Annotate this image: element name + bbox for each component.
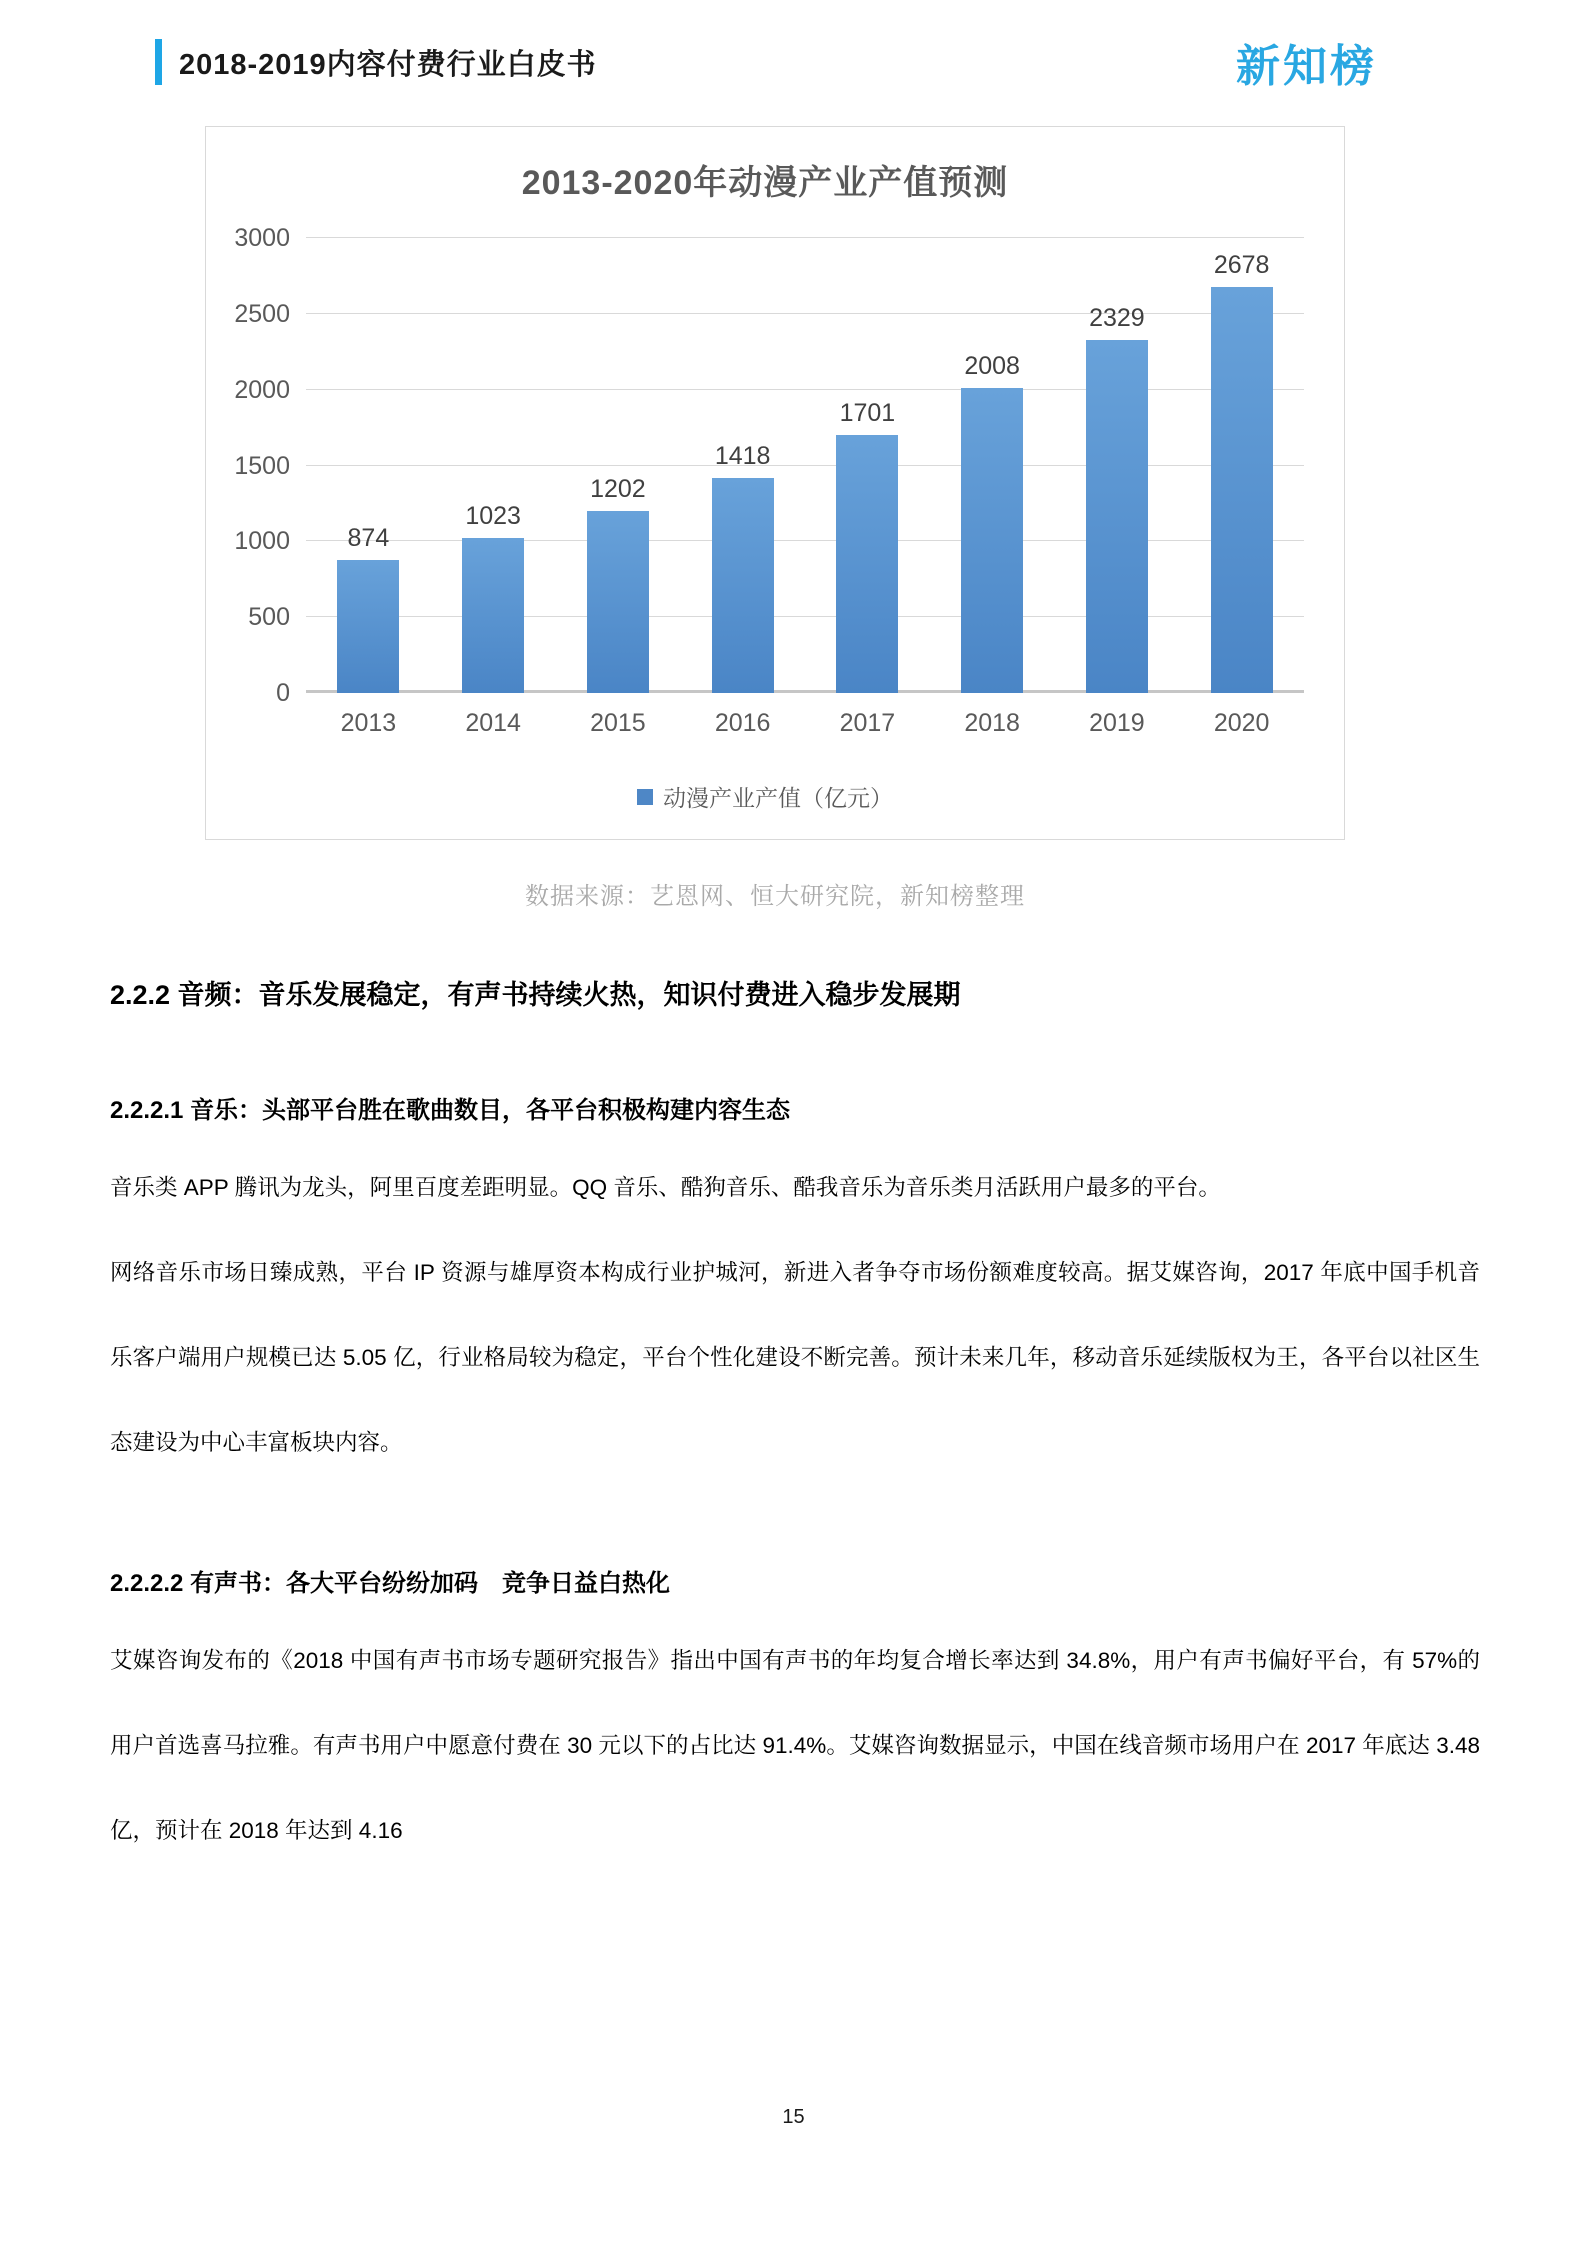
- bar-2013: [337, 560, 399, 693]
- document-title: 2018-2019内容付费行业白皮书: [179, 48, 597, 81]
- bar-group: [930, 238, 1055, 693]
- y-axis-tick-label: 500: [248, 603, 290, 632]
- chart-x-axis: [306, 709, 1304, 738]
- bar-value-label: 1023: [465, 501, 521, 530]
- chart-plot-area: [306, 238, 1304, 693]
- bar-2014: [462, 538, 524, 693]
- bar-group: [556, 238, 681, 693]
- bar-group: [680, 238, 805, 693]
- x-axis-tick-label: 2014: [465, 709, 521, 737]
- paragraph: 艾媒咨询发布的《2018 中国有声书市场专题研究报告》指出中国有声书的年均复合增长率达到 34.8%，用户有声书偏好平台，有 57%的用户首选喜马拉雅。有声书用户中愿意付费在 30 元以下的占比达 91.4%。艾媒咨询数据显示，中国在线音频市场用户在 2017 年底达 3.48 亿，预计在 2018 年达到 4.16: [110, 1648, 1480, 1843]
- paragraph: 网络音乐市场日臻成熟，平台 IP 资源与雄厚资本构成行业护城河，新进入者争夺市场份额难度较高。据艾媒咨询，2017 年底中国手机音乐客户端用户规模已达 5.05 亿，行业格局较为稳定，平台个性化建设不断完善。预计未来几年，移动音乐延续版权为王，各平台以社区生态建设为中心丰富板块内容。: [110, 1260, 1480, 1455]
- x-axis-tick-label: 2017: [839, 709, 896, 737]
- data-source-note: 数据来源：艺恩网、恒大研究院，新知榜整理: [525, 883, 1025, 910]
- y-axis-tick-label: 0: [276, 679, 290, 707]
- chart-plot-wrap: [306, 238, 1304, 738]
- header-title-group: [155, 39, 597, 85]
- bar-value-label: 2008: [964, 352, 1020, 381]
- bar-2017: [836, 435, 898, 693]
- bar-value-label: 1202: [590, 474, 646, 503]
- x-axis-tick-label: 2013: [340, 709, 397, 737]
- legend-swatch-icon: [637, 789, 653, 805]
- page-header: [0, 0, 1587, 94]
- bar-group: [805, 238, 930, 693]
- chart-bars: [306, 238, 1304, 693]
- chart-y-axis: [226, 224, 306, 707]
- bar-value-label: 1701: [839, 399, 896, 428]
- bar-2018: [961, 388, 1023, 693]
- paragraph: 音乐类 APP 腾讯为龙头，阿里百度差距明显。QQ 音乐、酷狗音乐、酷我音乐为音乐类月活跃用户最多的平台。: [110, 1175, 1221, 1200]
- bar-2015: [587, 511, 649, 693]
- bar-chart: [205, 126, 1345, 840]
- legend-label: 动漫产业产值（亿元）: [663, 785, 893, 811]
- bar-2020: [1211, 287, 1273, 693]
- text-content: [0, 973, 1587, 1873]
- brand-logo: 新知榜: [1236, 42, 1377, 91]
- x-axis-tick-label: 2019: [1089, 709, 1145, 737]
- x-axis-tick-label: 2020: [1213, 709, 1270, 737]
- header-accent-bar-icon: [155, 39, 162, 85]
- chart-body: [226, 224, 1304, 738]
- y-axis-tick-label: 1000: [234, 527, 290, 556]
- x-axis-tick-label: 2015: [590, 709, 646, 737]
- x-axis-tick-label: 2018: [964, 709, 1020, 737]
- y-axis-tick-label: 1500: [234, 451, 290, 480]
- y-axis-tick-label: 3000: [234, 224, 290, 252]
- bar-group: [431, 238, 556, 693]
- bar-value-label: 1418: [714, 441, 771, 470]
- section-heading: 2.2.2 音频：音乐发展稳定，有声书持续火热，知识付费进入稳步发展期: [110, 980, 961, 1010]
- subsection-heading-audiobook: 2.2.2.2 有声书：各大平台纷纷加码 竞争日益白热化: [110, 1570, 671, 1597]
- bar-group: [306, 238, 431, 693]
- bar-value-label: 2329: [1089, 303, 1145, 332]
- chart-title: 2013-2020年动漫产业产值预测: [521, 164, 1009, 202]
- bar-value-label: 2678: [1213, 250, 1270, 279]
- y-axis-tick-label: 2000: [234, 375, 290, 404]
- subsection-heading-music: 2.2.2.1 音乐：头部平台胜在歌曲数目，各平台积极构建内容生态: [110, 1097, 791, 1124]
- bar-2016: [712, 478, 774, 693]
- bar-2019: [1086, 340, 1148, 693]
- page-number: 15: [782, 2106, 805, 2128]
- bar-group: [1179, 238, 1304, 693]
- x-axis-tick-label: 2016: [714, 709, 771, 737]
- bar-value-label: 874: [347, 524, 390, 553]
- y-axis-tick-label: 2500: [234, 299, 290, 328]
- chart-legend: [226, 780, 1304, 813]
- bar-group: [1055, 238, 1180, 693]
